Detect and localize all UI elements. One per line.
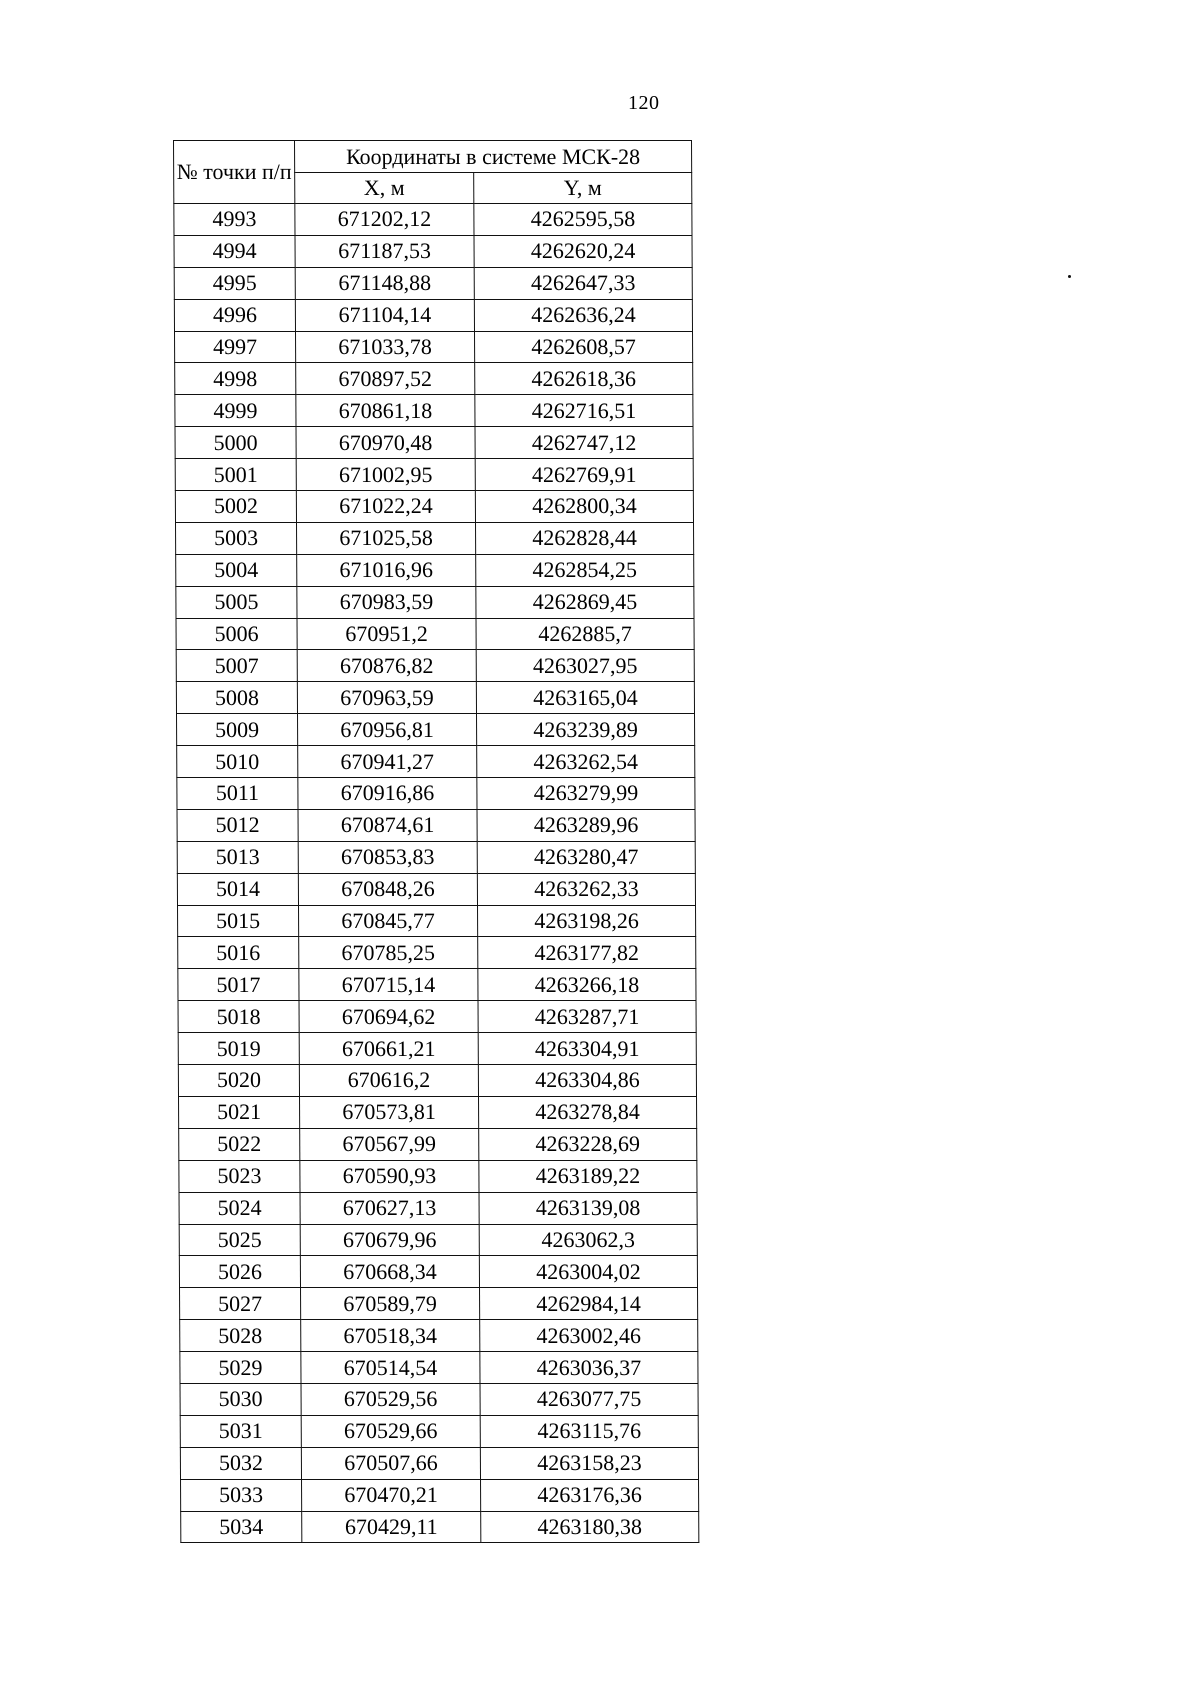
table-row	[177, 841, 695, 873]
x-coordinate-cell: 670874,61	[298, 809, 477, 841]
y-column-header: Y, м	[474, 173, 692, 204]
table-row	[176, 522, 694, 554]
table-row	[180, 1415, 698, 1447]
x-coordinate-cell: 670668,34	[300, 1256, 479, 1288]
point-number-cell: 5014	[177, 873, 298, 905]
x-coordinate-cell: 670956,81	[298, 714, 477, 746]
table-row	[179, 1096, 697, 1128]
point-number-cell: 4993	[174, 204, 295, 236]
point-number-cell: 4998	[175, 363, 296, 395]
x-coordinate-cell: 670848,26	[298, 873, 477, 905]
y-coordinate-cell: 4262828,44	[476, 522, 694, 554]
point-number-cell: 5026	[179, 1256, 300, 1288]
y-coordinate-cell: 4263279,99	[477, 778, 695, 810]
y-coordinate-cell: 4263004,02	[479, 1256, 697, 1288]
x-coordinate-cell: 670897,52	[296, 363, 475, 395]
point-number-cell: 5015	[178, 905, 299, 937]
table-row	[181, 1511, 699, 1543]
point-number-cell: 5008	[176, 682, 297, 714]
y-coordinate-cell: 4263289,96	[477, 809, 695, 841]
table-row	[180, 1447, 698, 1479]
table-row	[174, 204, 692, 236]
point-number-cell: 5031	[180, 1415, 301, 1447]
point-number-cell: 5011	[177, 778, 298, 810]
table-row	[177, 809, 695, 841]
y-coordinate-cell: 4263266,18	[478, 969, 696, 1001]
x-coordinate-cell: 670661,21	[299, 1033, 478, 1065]
table-row	[177, 873, 695, 905]
table-row	[175, 459, 693, 491]
x-coordinate-cell: 670679,96	[300, 1224, 479, 1256]
table-row	[179, 1256, 697, 1288]
y-coordinate-cell: 4262620,24	[474, 235, 692, 267]
x-coordinate-cell: 671033,78	[296, 331, 475, 363]
coordinate-system-header: Координаты в системе МСК-28	[295, 141, 692, 173]
x-coordinate-cell: 670861,18	[296, 395, 475, 427]
point-number-cell: 5010	[177, 746, 298, 778]
x-coordinate-cell: 670715,14	[299, 969, 478, 1001]
table-row	[181, 1479, 699, 1511]
table-row	[178, 937, 696, 969]
y-coordinate-cell: 4263304,91	[478, 1033, 696, 1065]
y-coordinate-cell: 4262647,33	[474, 267, 692, 299]
x-coordinate-cell: 670941,27	[298, 746, 477, 778]
table-row	[174, 299, 692, 331]
y-coordinate-cell: 4263139,08	[479, 1192, 697, 1224]
y-coordinate-cell: 4263304,86	[478, 1065, 696, 1097]
y-coordinate-cell: 4262854,25	[476, 554, 694, 586]
table-row	[175, 427, 693, 459]
y-coordinate-cell: 4262716,51	[475, 395, 693, 427]
table-row	[178, 1001, 696, 1033]
x-coordinate-cell: 670853,83	[298, 841, 477, 873]
x-coordinate-cell: 670529,56	[301, 1383, 480, 1415]
x-coordinate-cell: 670429,11	[302, 1511, 481, 1543]
page-number: 120	[628, 92, 660, 114]
table-row	[176, 618, 694, 650]
table-row	[179, 1192, 697, 1224]
x-coordinate-cell: 670590,93	[300, 1160, 479, 1192]
point-number-cell: 5007	[176, 650, 297, 682]
y-coordinate-cell: 4263165,04	[476, 682, 694, 714]
y-coordinate-cell: 4262769,91	[475, 459, 693, 491]
table-row	[175, 395, 693, 427]
table-row	[180, 1383, 698, 1415]
point-number-cell: 5016	[178, 937, 299, 969]
x-coordinate-cell: 671187,53	[295, 235, 474, 267]
point-number-cell: 5019	[178, 1033, 299, 1065]
point-number-cell: 5024	[179, 1192, 300, 1224]
y-coordinate-cell: 4263177,82	[478, 937, 696, 969]
x-coordinate-cell: 670529,66	[301, 1415, 480, 1447]
y-coordinate-cell: 4263287,71	[478, 1001, 696, 1033]
x-coordinate-cell: 670589,79	[301, 1288, 480, 1320]
x-coordinate-cell: 671148,88	[295, 267, 474, 299]
x-coordinate-cell: 670963,59	[297, 682, 476, 714]
table-row	[180, 1320, 698, 1352]
y-coordinate-cell: 4262618,36	[475, 363, 693, 395]
x-coordinate-cell: 671016,96	[297, 554, 476, 586]
x-coordinate-cell: 670507,66	[301, 1447, 480, 1479]
table-row	[176, 586, 694, 618]
table-row	[177, 746, 695, 778]
x-coordinate-cell: 671202,12	[295, 204, 474, 236]
x-coordinate-cell: 670514,54	[301, 1352, 480, 1384]
point-number-cell: 5002	[175, 491, 296, 523]
y-coordinate-cell: 4263180,38	[481, 1511, 699, 1543]
table-row	[178, 1033, 696, 1065]
y-coordinate-cell: 4263262,54	[477, 746, 695, 778]
point-number-cell: 5021	[179, 1096, 300, 1128]
x-coordinate-cell: 670627,13	[300, 1192, 479, 1224]
table-row	[180, 1352, 698, 1384]
y-coordinate-cell: 4263189,22	[479, 1160, 697, 1192]
y-coordinate-cell: 4262636,24	[474, 299, 692, 331]
table-row	[179, 1128, 697, 1160]
point-number-cell: 5004	[176, 554, 297, 586]
y-coordinate-cell: 4263036,37	[480, 1352, 698, 1384]
table-row	[175, 363, 693, 395]
x-coordinate-cell: 671002,95	[296, 459, 475, 491]
y-coordinate-cell: 4262800,34	[475, 491, 693, 523]
y-coordinate-cell: 4263198,26	[478, 905, 696, 937]
table-row	[176, 682, 694, 714]
point-number-cell: 5025	[179, 1224, 300, 1256]
point-number-cell: 5001	[175, 459, 296, 491]
table-row	[177, 714, 695, 746]
point-number-cell: 4994	[174, 235, 295, 267]
table-row	[177, 778, 695, 810]
table-row	[175, 331, 693, 363]
point-number-cell: 5003	[176, 522, 297, 554]
y-coordinate-cell: 4262595,58	[474, 204, 692, 236]
point-number-cell: 5034	[181, 1511, 302, 1543]
x-coordinate-cell: 670916,86	[298, 778, 477, 810]
table-row	[176, 554, 694, 586]
y-coordinate-cell: 4263278,84	[479, 1096, 697, 1128]
point-number-cell: 5009	[177, 714, 298, 746]
y-coordinate-cell: 4262984,14	[480, 1288, 698, 1320]
table-row	[180, 1288, 698, 1320]
point-number-cell: 5006	[176, 618, 297, 650]
y-coordinate-cell: 4263280,47	[477, 841, 695, 873]
point-number-cell: 4996	[174, 299, 295, 331]
y-coordinate-cell: 4263002,46	[480, 1320, 698, 1352]
y-coordinate-cell: 4263239,89	[477, 714, 695, 746]
point-number-cell: 5000	[175, 427, 296, 459]
x-coordinate-cell: 670876,82	[297, 650, 476, 682]
point-number-cell: 5032	[180, 1447, 301, 1479]
point-number-cell: 5018	[178, 1001, 299, 1033]
coordinates-table	[173, 140, 699, 1543]
point-number-cell: 5030	[180, 1383, 301, 1415]
point-number-cell: 4997	[175, 331, 296, 363]
point-number-cell: 5022	[179, 1128, 300, 1160]
table-row	[175, 491, 693, 523]
y-coordinate-cell: 4263027,95	[476, 650, 694, 682]
table-row	[178, 1065, 696, 1097]
x-coordinate-cell: 670970,48	[296, 427, 475, 459]
y-coordinate-cell: 4262885,7	[476, 618, 694, 650]
point-number-cell: 4995	[174, 267, 295, 299]
table-row	[179, 1224, 697, 1256]
point-number-cell: 4999	[175, 395, 296, 427]
y-coordinate-cell: 4263077,75	[480, 1383, 698, 1415]
point-number-cell: 5012	[177, 809, 298, 841]
y-coordinate-cell: 4263228,69	[479, 1128, 697, 1160]
point-number-cell: 5023	[179, 1160, 300, 1192]
x-coordinate-cell: 670845,77	[299, 905, 478, 937]
point-number-cell: 5020	[178, 1065, 299, 1097]
y-coordinate-cell: 4263262,33	[477, 873, 695, 905]
x-column-header: X, м	[295, 173, 474, 204]
x-coordinate-cell: 671022,24	[296, 491, 475, 523]
x-coordinate-cell: 670951,2	[297, 618, 476, 650]
scan-artifact-dot	[1068, 275, 1071, 278]
point-number-header: № точки п/п	[174, 141, 295, 204]
x-coordinate-cell: 671025,58	[297, 522, 476, 554]
table-row	[179, 1160, 697, 1192]
x-coordinate-cell: 670616,2	[299, 1065, 478, 1097]
table-row	[174, 267, 692, 299]
x-coordinate-cell: 670694,62	[299, 1001, 478, 1033]
table-row	[174, 235, 692, 267]
y-coordinate-cell: 4263176,36	[481, 1479, 699, 1511]
table-row	[176, 650, 694, 682]
x-coordinate-cell: 670785,25	[299, 937, 478, 969]
y-coordinate-cell: 4263158,23	[480, 1447, 698, 1479]
x-coordinate-cell: 670983,59	[297, 586, 476, 618]
x-coordinate-cell: 670518,34	[301, 1320, 480, 1352]
y-coordinate-cell: 4262608,57	[475, 331, 693, 363]
point-number-cell: 5033	[181, 1479, 302, 1511]
point-number-cell: 5029	[180, 1352, 301, 1384]
x-coordinate-cell: 671104,14	[295, 299, 474, 331]
y-coordinate-cell: 4263115,76	[480, 1415, 698, 1447]
x-coordinate-cell: 670573,81	[300, 1096, 479, 1128]
y-coordinate-cell: 4262747,12	[475, 427, 693, 459]
point-number-cell: 5028	[180, 1320, 301, 1352]
table-row	[178, 969, 696, 1001]
table-body	[174, 204, 699, 1543]
x-coordinate-cell: 670567,99	[300, 1128, 479, 1160]
table-header	[174, 141, 692, 204]
y-coordinate-cell: 4263062,3	[479, 1224, 697, 1256]
point-number-cell: 5027	[180, 1288, 301, 1320]
x-coordinate-cell: 670470,21	[302, 1479, 481, 1511]
y-coordinate-cell: 4262869,45	[476, 586, 694, 618]
table-row	[178, 905, 696, 937]
point-number-cell: 5005	[176, 586, 297, 618]
point-number-cell: 5013	[177, 841, 298, 873]
point-number-cell: 5017	[178, 969, 299, 1001]
